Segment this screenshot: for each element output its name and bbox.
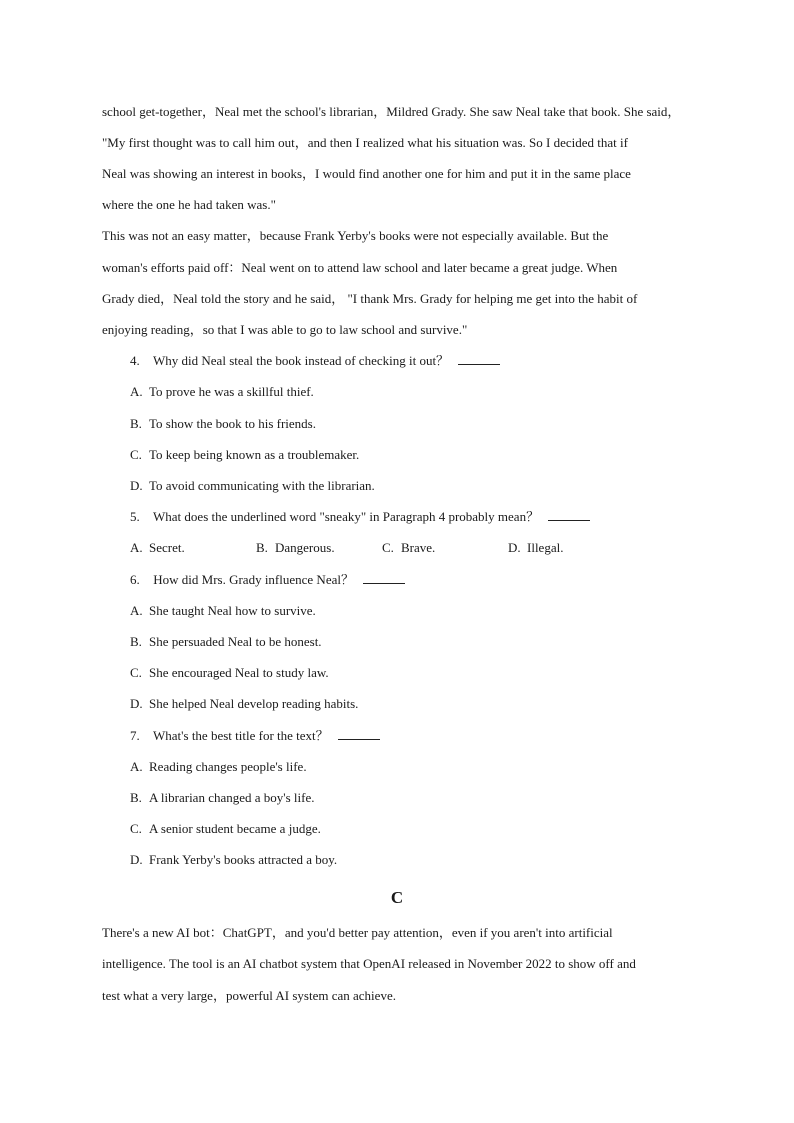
- question-text: How did Mrs. Grady influence Neal？: [153, 572, 354, 587]
- option-letter: C.: [130, 665, 142, 680]
- option-letter: C.: [130, 447, 142, 462]
- option-5c: [382, 540, 508, 556]
- passage-line: where the one he had taken was.": [102, 197, 276, 212]
- question-text: Why did Neal steal the book instead of checking it out？: [153, 353, 450, 368]
- option-text: Illegal.: [527, 540, 564, 555]
- option-4b: [130, 416, 316, 432]
- option-5a: [130, 540, 256, 556]
- option-6a: [130, 603, 316, 619]
- answer-blank[interactable]: [363, 572, 405, 584]
- passage-line: This was not an easy matter，because Frank Yerby's books were not especially available. But the: [102, 228, 609, 243]
- option-text: Secret.: [149, 540, 185, 555]
- passage-line: There's a new AI bot：ChatGPT，and you'd better pay attention，even if you aren't into artificial: [102, 925, 613, 940]
- passage-line: school get-together，Neal met the school's librarian，Mildred Grady. She saw Neal take that book. She said，: [102, 104, 681, 119]
- option-text: Dangerous.: [275, 540, 335, 555]
- option-text: She encouraged Neal to study law.: [149, 665, 329, 680]
- option-4a: [130, 384, 314, 400]
- question-5: [130, 509, 590, 525]
- option-text: Reading changes people's life.: [149, 759, 307, 774]
- option-text: To avoid communicating with the librarian.: [149, 478, 375, 493]
- question-4: [130, 353, 500, 369]
- option-6d: [130, 696, 358, 712]
- section-heading: C: [390, 888, 404, 907]
- question-number: 5.: [130, 509, 140, 524]
- option-letter: A.: [130, 759, 143, 774]
- passage-line: Grady died，Neal told the story and he said， "I thank Mrs. Grady for helping me get into the habit of: [102, 291, 638, 306]
- option-text: She taught Neal how to survive.: [149, 603, 316, 618]
- option-4d: [130, 478, 375, 494]
- option-letter: B.: [256, 540, 268, 555]
- option-7d: [130, 852, 337, 868]
- option-4c: [130, 447, 359, 463]
- option-text: To keep being known as a troublemaker.: [149, 447, 360, 462]
- passage-line: enjoying reading，so that I was able to go to law school and survive.": [102, 322, 468, 337]
- question-text: What's the best title for the text？: [153, 728, 329, 743]
- question-number: 6.: [130, 572, 140, 587]
- option-letter: C.: [130, 821, 142, 836]
- answer-blank[interactable]: [338, 728, 380, 740]
- option-letter: D.: [130, 696, 143, 711]
- question-number: 4.: [130, 353, 140, 368]
- option-6c: [130, 665, 329, 681]
- option-letter: B.: [130, 634, 142, 649]
- question-text: What does the underlined word "sneaky" in Paragraph 4 probably mean？: [153, 509, 540, 524]
- answer-blank[interactable]: [548, 509, 590, 521]
- option-5b: [256, 540, 382, 556]
- passage-line: "My first thought was to call him out，and then I realized what his situation was. So I decided that if: [102, 135, 628, 150]
- answer-blank[interactable]: [458, 353, 500, 365]
- option-text: To show the book to his friends.: [149, 416, 316, 431]
- option-letter: A.: [130, 540, 143, 555]
- passage-line: test what a very large，powerful AI system can achieve.: [102, 988, 396, 1003]
- option-7a: [130, 759, 307, 775]
- option-text: A librarian changed a boy's life.: [149, 790, 315, 805]
- option-text: Brave.: [401, 540, 436, 555]
- option-text: To prove he was a skillful thief.: [149, 384, 314, 399]
- option-7c: [130, 821, 321, 837]
- options-5-row: [130, 540, 563, 556]
- passage-line: woman's efforts paid off：Neal went on to attend law school and later became a great judge. When: [102, 260, 618, 275]
- option-letter: D.: [130, 852, 143, 867]
- question-number: 7.: [130, 728, 140, 743]
- option-letter: D.: [508, 540, 521, 555]
- option-letter: A.: [130, 384, 143, 399]
- option-letter: D.: [130, 478, 143, 493]
- option-7b: [130, 790, 315, 806]
- option-5d: [508, 540, 563, 556]
- option-letter: C.: [382, 540, 394, 555]
- option-text: A senior student became a judge.: [149, 821, 321, 836]
- option-text: Frank Yerby's books attracted a boy.: [149, 852, 338, 867]
- passage-line: intelligence. The tool is an AI chatbot system that OpenAI released in November 2022 to show off and: [102, 956, 636, 971]
- option-letter: B.: [130, 416, 142, 431]
- option-letter: B.: [130, 790, 142, 805]
- passage-line: Neal was showing an interest in books，I would find another one for him and put it in the same place: [102, 166, 631, 181]
- question-6: [130, 572, 405, 588]
- option-6b: [130, 634, 322, 650]
- option-text: She persuaded Neal to be honest.: [149, 634, 322, 649]
- question-7: [130, 728, 380, 744]
- option-text: She helped Neal develop reading habits.: [149, 696, 359, 711]
- option-letter: A.: [130, 603, 143, 618]
